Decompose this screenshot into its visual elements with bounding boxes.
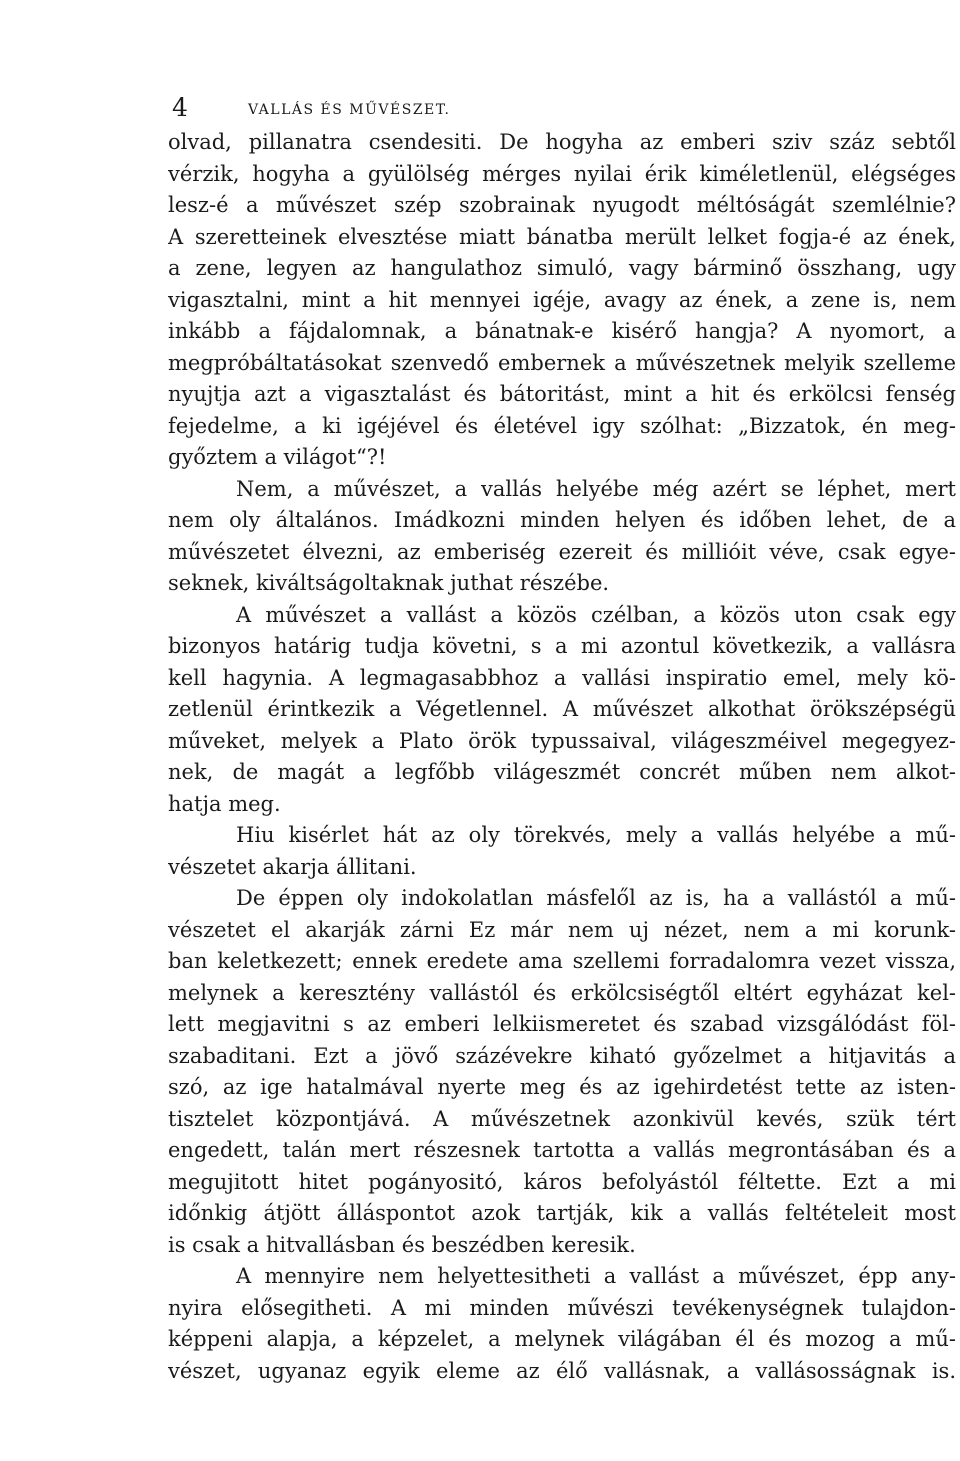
text-line: vészet, ugyanaz egyik eleme az élő vallásnak, a vallásosságnak is. (168, 1358, 956, 1383)
text-line: is csak a hitvallásban és beszédben keresik. (168, 1232, 636, 1257)
text-line: művészetet élvezni, az emberiség ezereit és millióit véve, csak egye- (168, 539, 956, 564)
text-line: nyujtja azt a vigasztalást és bátoritást, mint a hit és erkölcsi fenség (168, 382, 956, 406)
text-line: műveket, melyek a Plato örök typussaival, világeszméivel megegyez- (168, 728, 956, 753)
text-line: a zene, legyen az hangulathoz simuló, vagy bárminő összhang, ugy (168, 256, 956, 280)
text-line: vészetet el akarják zárni Ez már nem uj nézet, nem a mi korunk- (168, 917, 956, 942)
text-line: kell hagynia. A legmagasabbhoz a vallási inspiratio emel, mely kö- (168, 665, 956, 690)
text-line: szabaditani. Ezt a jövő százévekre kiható győzelmet a hitjavitás a (168, 1043, 956, 1068)
text-line: olvad, pillanatra csendesiti. De hogyha az emberi sziv száz sebtől (168, 130, 956, 154)
text-line: fejedelme, a ki igéjével és életével igy szólhat: „Bizzatok, én meg- (168, 413, 956, 438)
text-line: bizonyos határig tudja követni, s a mi azontul következik, a vallásra (168, 634, 956, 658)
text-line: engedett, talán mert részesnek tartotta a vallás megrontásában és a (168, 1138, 956, 1162)
text-line: A mennyire nem helyettesitheti a vallást a művészet, épp any- (236, 1264, 956, 1288)
running-title: VALLÁS ÉS MŰVÉSZET. (248, 102, 451, 118)
text-line: vészetet akarja állitani. (168, 854, 417, 879)
text-line: Hiu kisérlet hát az oly törekvés, mely a vallás helyébe a mű- (236, 823, 956, 847)
text-line: megpróbáltatásokat szenvedő embernek a művészetnek melyik szelleme (168, 350, 956, 375)
text-line: tisztelet központjává. A művészetnek azonkivül kevés, szük tért (168, 1106, 956, 1131)
text-line: képpeni alapja, a képzelet, a melynek világában él és mozog a mű- (168, 1327, 956, 1351)
body-text (168, 127, 956, 1387)
text-line: A művészet a vallást a közös czélban, a közös uton csak egy (236, 602, 956, 627)
text-line: Nem, a művészet, a vallás helyébe még azért se léphet, mert (236, 476, 956, 501)
text-line: seknek, kiváltságoltaknak juthat részébe. (168, 571, 610, 595)
text-line: nyira elősegitheti. A mi minden művészi tevékenységnek tulajdon- (168, 1295, 956, 1320)
text-line: hatja meg. (168, 791, 281, 816)
text-line: vérzik, hogyha a gyülölség mérges nyilai érik kiméletlenül, elégséges (168, 161, 956, 186)
text-line: lesz-é a művészet szép szobrainak nyugodt méltóságát szemlélnie? (168, 193, 956, 217)
text-line: lett megjavitni s az emberi lelkiismeretet és szabad vizsgálódást föl- (168, 1012, 956, 1036)
text-line: megujitott hitet pogányositó, káros befolyástól féltette. Ezt a mi (168, 1169, 956, 1194)
page-number: 4 (172, 93, 188, 122)
text-line: A szeretteinek elvesztése miatt bánatba merült lelket fogja-é az ének, (168, 224, 956, 249)
text-line: szó, az ige hatalmával nyerte meg és az igehirdetést tette az isten- (168, 1075, 956, 1099)
text-line: nek, de magát a legfőbb világeszmét concrét műben nem alkot- (168, 760, 956, 784)
text-line: melynek a keresztény vallástól és erkölcsiségtől eltért egyházat kel- (168, 980, 956, 1005)
text-line: győztem a világot“?! (168, 445, 387, 469)
text-line: inkább a fájdalomnak, a bánatnak-e kisérő hangja? A nyomort, a (168, 319, 956, 343)
text-line: nem oly általános. Imádkozni minden helyen és időben lehet, de a (168, 508, 956, 532)
text-line: vigasztalni, mint a hit mennyei igéje, avagy az ének, a zene is, nem (168, 287, 956, 312)
text-line: De éppen oly indokolatlan másfelől az is, ha a vallástól a mű- (236, 886, 956, 910)
text-line: zetlenül érintkezik a Végetlennel. A művészet alkothat örökszépségü (168, 697, 956, 721)
text-line: időnkig átjött álláspontot azok tartják, kik a vallás feltételeit most (168, 1201, 956, 1225)
text-line: ban keletkezett; ennek eredete ama szellemi forradalomra vezet vissza, (168, 949, 956, 973)
